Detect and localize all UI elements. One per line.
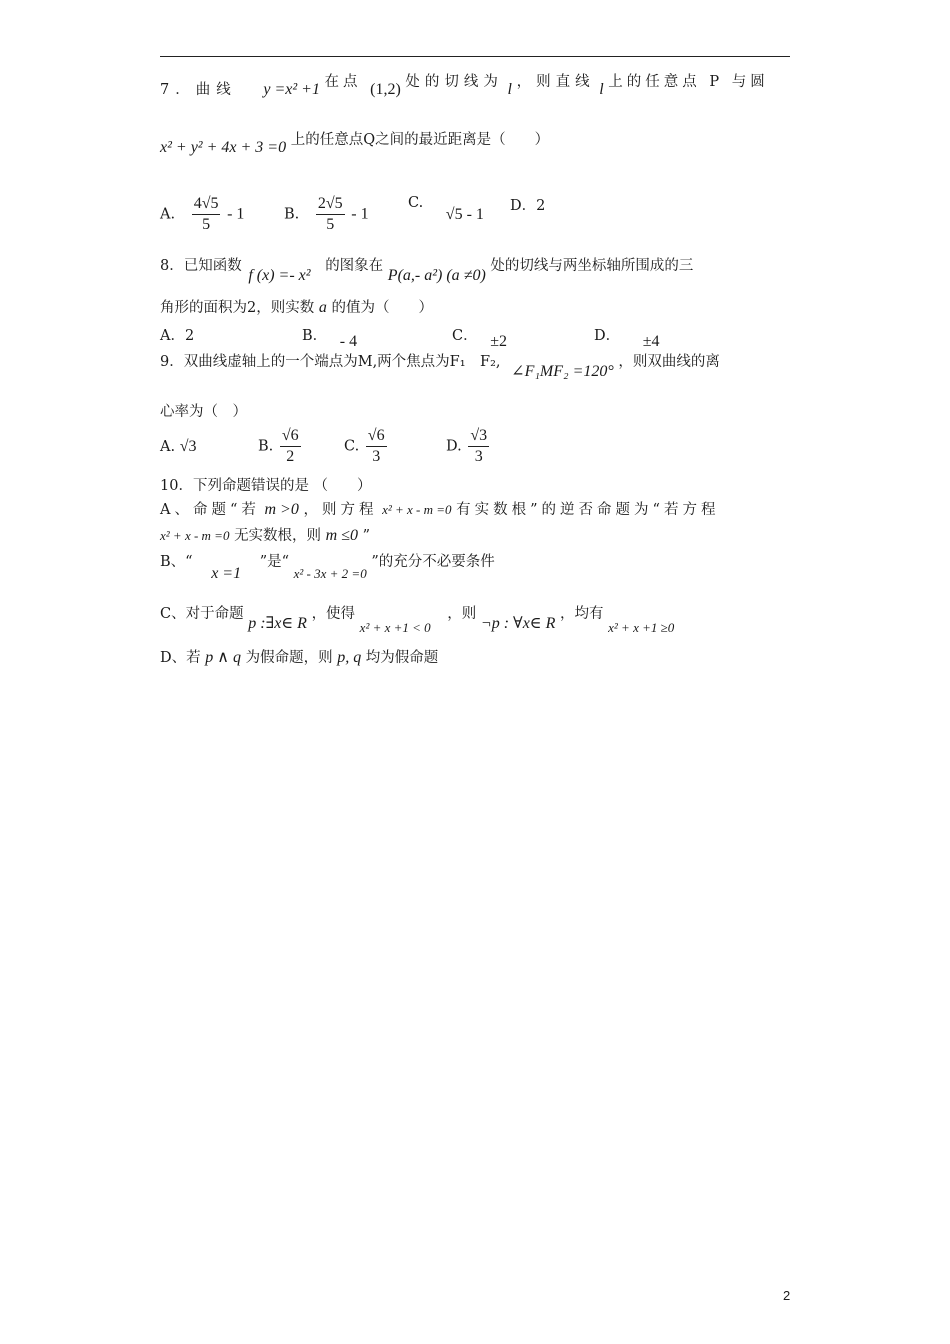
q8-func: f (x) =- x²: [248, 267, 311, 284]
q8-line1: [160, 256, 694, 284]
q9-text-a: 9．双曲线虚轴上的一个端点为M,两个焦点为F₁ F₂,: [160, 354, 501, 370]
q7-eq-curve: y =x² +1: [263, 81, 320, 98]
q10-d-pq: p ∧ q: [205, 649, 241, 666]
q7-option-b-tail: - 1: [351, 205, 369, 223]
q7-l2: l: [599, 81, 604, 98]
q9-option-d-fraction: [468, 426, 489, 467]
q7-line2: [160, 132, 550, 158]
q8-option-d: [594, 324, 660, 350]
q10-b-text3: ”的充分不必要条件: [371, 554, 495, 570]
q9-option-c: [344, 426, 389, 467]
q10-c-p: p :∃x∈ R: [248, 615, 307, 632]
q9-line1: [160, 352, 720, 380]
q10-c-ineq1: x² + x +1 < 0: [359, 620, 431, 635]
q9-option-d-den: 3: [474, 448, 483, 465]
q7-eq-circle: x² + y² + 4x + 3 =0: [160, 139, 287, 156]
q9-text-c: 心率为（ ）: [160, 404, 247, 420]
q10-d-text3: 均为假命题: [365, 650, 439, 666]
q7-option-c-label: C.: [408, 195, 424, 211]
q7-option-a-label: A.: [160, 206, 176, 223]
q7-option-a: [160, 194, 244, 235]
q10-c-line: [160, 604, 675, 635]
q8-var-a: a: [318, 299, 327, 316]
q10-c-ineq2: x² + x +1 ≥0: [608, 620, 675, 635]
q10-b-text1: B、“: [160, 554, 193, 570]
q10-a-text2: ，则方程: [303, 502, 378, 518]
q7-text-a: 7．曲线: [160, 82, 237, 98]
q8-option-b-label: B．: [302, 328, 328, 344]
q7-option-b-label: B.: [284, 206, 300, 223]
q7-option-b-num: 2√5: [316, 194, 345, 215]
q7-option-a-den: 5: [202, 216, 211, 233]
q10-c-np: ¬p : ∀x∈ R: [480, 615, 556, 632]
q9-option-c-label: C.: [344, 438, 360, 455]
q10-d-line: [160, 648, 438, 668]
q9-option-a-val: √3: [179, 438, 197, 455]
q9-option-a-label: A.: [160, 439, 176, 455]
q9-option-b-label: B.: [258, 438, 274, 455]
q7-l1: l: [507, 81, 512, 98]
q10-c-text3: ，则: [447, 606, 477, 622]
q10-a-text4: 无实数根，则: [234, 528, 322, 544]
q9-text-b: ，则双曲线的离: [618, 354, 720, 370]
q10-b-text2: ”是“: [259, 554, 290, 570]
q9-option-b-num: √6: [280, 426, 301, 447]
q7-option-d-label: D．2: [510, 198, 546, 214]
q8-option-c-val: ±2: [490, 333, 507, 350]
q8-point: P(a,- a²) (a ≠0): [387, 267, 486, 284]
q7-text-d: ，则直线: [516, 74, 595, 90]
q10-a-eq2: x² + x - m =0: [160, 528, 230, 543]
q10-a-text5: ”: [362, 528, 371, 544]
q10-c-text2: ，使得: [311, 606, 356, 622]
q8-option-a-text: A．2: [160, 328, 195, 344]
q10-d-text1: D、若: [160, 650, 201, 666]
q8-option-b-val: - 4: [339, 333, 358, 350]
q9-option-b-fraction: [280, 426, 301, 467]
q7-option-a-fraction: [192, 194, 221, 235]
q8-option-d-val: ±4: [642, 333, 660, 350]
header-rule: [160, 56, 790, 57]
q7-text-e: 上的任意点 P 与圆: [608, 74, 769, 90]
q7-option-a-num: 4√5: [192, 194, 221, 215]
q10-b-eq1: x =1: [211, 565, 242, 582]
q10-a-line1: [160, 500, 719, 520]
q10-a-m1: m >0: [264, 501, 299, 518]
q9-option-a: [160, 438, 196, 456]
q7-option-a-tail: - 1: [227, 205, 245, 223]
q7-line1: [160, 74, 790, 100]
q7-text-c: 处的切线为: [405, 74, 503, 90]
q9-option-c-num: √6: [366, 426, 387, 447]
q10-title-text: 10．下列命题错误的是 （ ）: [160, 478, 372, 494]
q8-option-c: [452, 324, 507, 350]
q10-title: [160, 476, 372, 496]
q7-option-d: [510, 194, 545, 215]
q10-b-eq2: x² - 3x + 2 =0: [293, 566, 367, 581]
page-number: 2: [783, 1288, 791, 1303]
q9-option-d-label: D.: [446, 438, 462, 455]
q9-option-b: [258, 426, 303, 467]
q9-option-d-num: √3: [468, 426, 489, 447]
q9-angle: ∠F₁MF₂ =120°: [511, 363, 614, 380]
q7-point: (1,2): [370, 81, 401, 98]
q7-option-b-fraction: [316, 194, 345, 235]
q10-c-text1: C、对于命题: [160, 606, 244, 622]
q7-text-b: 在点: [324, 74, 362, 90]
q8-option-c-label: C．: [452, 328, 478, 344]
q9-option-c-den: 3: [372, 448, 381, 465]
q10-a-text1: A、命题“若: [160, 502, 260, 518]
q7-option-b-den: 5: [326, 216, 335, 233]
q10-a-line2: [160, 526, 370, 546]
q10-a-text3: 有实数根”的逆否命题为“若方程: [456, 502, 720, 518]
q10-d-pq2: p, q: [337, 649, 362, 666]
q8-text-a: 8．已知函数: [160, 258, 242, 274]
q8-option-a: [160, 324, 194, 345]
q10-a-eq1: x² + x - m =0: [382, 502, 452, 517]
q8-text-b: 的图象在: [325, 258, 384, 274]
q10-a-m2: m ≤0: [325, 527, 359, 544]
q8-text-c: 处的切线与两坐标轴所围成的三: [490, 258, 694, 274]
q7-option-c: [408, 194, 484, 223]
q8-option-d-label: D．: [594, 328, 621, 344]
q9-line2: [160, 402, 247, 422]
q7-option-b: [284, 194, 369, 235]
q7-text-f: 上的任意点Q之间的最近距离是（ ）: [290, 132, 550, 148]
q8-option-b: [302, 324, 358, 350]
q8-line2: [160, 298, 433, 318]
q8-text-e: 的值为（ ）: [331, 300, 433, 316]
q10-d-text2: 为假命题，则: [245, 650, 333, 666]
q9-option-b-den: 2: [286, 448, 295, 465]
q10-b-line: [160, 552, 495, 582]
q9-option-c-fraction: [366, 426, 387, 467]
q9-option-d: [446, 426, 491, 467]
q10-c-text4: ，均有: [560, 606, 604, 622]
q8-text-d: 角形的面积为2，则实数: [160, 300, 315, 316]
q7-option-c-val: √5 - 1: [445, 206, 484, 223]
